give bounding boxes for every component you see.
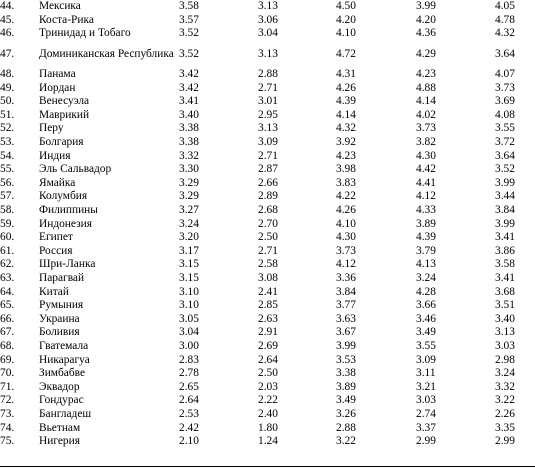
score-cell-3: 3.83 [336, 176, 356, 189]
score-cell-3: 3.26 [336, 407, 356, 420]
rank-cell: 51. [0, 108, 15, 121]
score-cell-3: 3.53 [336, 353, 356, 366]
table-row [0, 41, 535, 68]
score-cell-5: 3.55 [495, 122, 515, 135]
table-row [0, 380, 535, 394]
score-cell-1: 3.15 [179, 258, 199, 271]
score-cell-2: 2.68 [258, 204, 278, 217]
score-cell-4: 3.99 [416, 0, 436, 13]
score-cell-1: 3.52 [179, 47, 199, 60]
score-cell-5: 3.51 [495, 299, 515, 312]
country-cell: Бангладеш [39, 407, 92, 420]
rank-cell: 74. [0, 421, 15, 434]
score-cell-2: 3.04 [258, 27, 278, 40]
score-cell-2: 3.13 [258, 0, 278, 13]
score-cell-5: 3.52 [495, 163, 515, 176]
score-cell-2: 2.85 [258, 299, 278, 312]
table-row [0, 109, 535, 123]
score-cell-2: 2.71 [258, 149, 278, 162]
table-row [0, 340, 535, 354]
score-cell-5: 3.99 [495, 176, 515, 189]
score-cell-3: 3.36 [336, 271, 356, 284]
score-cell-3: 4.39 [336, 95, 356, 108]
rank-cell: 71. [0, 380, 15, 393]
rank-cell: 44. [0, 0, 15, 13]
country-cell: Египет [39, 231, 73, 244]
rank-cell: 64. [0, 285, 15, 298]
score-cell-4: 3.09 [416, 353, 436, 366]
table-row [0, 27, 535, 41]
country-cell: Колумбия [39, 190, 88, 203]
country-cell: Эль Сальвадор [39, 163, 112, 176]
score-cell-5: 3.22 [495, 394, 515, 407]
table-row [0, 312, 535, 326]
score-cell-4: 4.02 [416, 108, 436, 121]
score-cell-1: 3.38 [179, 136, 199, 149]
score-cell-2: 2.50 [258, 367, 278, 380]
rank-cell: 63. [0, 271, 15, 284]
score-cell-3: 3.84 [336, 285, 356, 298]
rank-cell: 56. [0, 176, 15, 189]
score-cell-1: 3.58 [179, 0, 199, 13]
score-cell-2: 2.69 [258, 339, 278, 352]
country-cell: Индия [39, 149, 71, 162]
score-cell-1: 3.24 [179, 217, 199, 230]
country-cell: Индонезия [39, 217, 92, 230]
score-cell-4: 4.33 [416, 204, 436, 217]
score-cell-1: 3.00 [179, 339, 199, 352]
score-cell-1: 2.10 [179, 435, 199, 448]
score-cell-4: 3.79 [416, 244, 436, 257]
country-cell: Россия [39, 244, 73, 257]
score-cell-4: 3.66 [416, 299, 436, 312]
score-cell-2: 2.89 [258, 190, 278, 203]
score-cell-1: 3.40 [179, 108, 199, 121]
score-cell-1: 2.64 [179, 394, 199, 407]
rank-cell: 65. [0, 299, 15, 312]
score-cell-2: 3.01 [258, 95, 278, 108]
score-cell-1: 2.42 [179, 421, 199, 434]
score-cell-4: 4.12 [416, 190, 436, 203]
table-bottom-rule [0, 466, 535, 467]
country-cell: Маврикий [39, 108, 90, 121]
rank-cell: 45. [0, 13, 15, 26]
table-row [0, 272, 535, 286]
score-cell-4: 3.49 [416, 326, 436, 339]
table-row [0, 14, 535, 28]
rank-cell: 47. [0, 47, 15, 60]
country-cell: Гватемала [39, 339, 89, 352]
rank-cell: 62. [0, 258, 15, 271]
score-cell-1: 3.04 [179, 326, 199, 339]
score-cell-3: 3.98 [336, 163, 356, 176]
score-cell-3: 4.20 [336, 13, 356, 26]
score-cell-1: 3.42 [179, 68, 199, 81]
score-cell-1: 3.17 [179, 244, 199, 257]
score-cell-4: 4.30 [416, 149, 436, 162]
score-cell-5: 3.41 [495, 271, 515, 284]
score-cell-3: 4.14 [336, 108, 356, 121]
rank-cell: 53. [0, 136, 15, 149]
table-row [0, 122, 535, 136]
rank-cell: 67. [0, 326, 15, 339]
rank-cell: 68. [0, 339, 15, 352]
table-row [0, 326, 535, 340]
score-cell-5: 3.03 [495, 339, 515, 352]
score-cell-4: 4.41 [416, 176, 436, 189]
score-cell-4: 4.88 [416, 81, 436, 94]
rank-cell: 60. [0, 231, 15, 244]
rank-cell: 58. [0, 204, 15, 217]
score-cell-5: 3.13 [495, 326, 515, 339]
score-cell-1: 2.83 [179, 353, 199, 366]
table-row [0, 149, 535, 163]
score-cell-1: 3.41 [179, 95, 199, 108]
score-cell-4: 4.20 [416, 13, 436, 26]
score-cell-1: 3.42 [179, 81, 199, 94]
country-cell: Болгария [39, 136, 84, 149]
score-cell-2: 1.80 [258, 421, 278, 434]
table-row [0, 421, 535, 435]
score-cell-4: 4.23 [416, 68, 436, 81]
country-cell: Никарагуа [39, 353, 90, 366]
table-row [0, 217, 535, 231]
score-cell-5: 2.98 [495, 353, 515, 366]
score-cell-3: 4.26 [336, 81, 356, 94]
score-cell-3: 3.49 [336, 394, 356, 407]
score-cell-4: 3.11 [416, 367, 436, 380]
score-cell-5: 3.72 [495, 136, 515, 149]
table-row [0, 367, 535, 381]
country-cell: Зимбабве [39, 367, 86, 380]
score-cell-4: 4.28 [416, 285, 436, 298]
country-cell: Нигерия [39, 435, 80, 448]
score-cell-5: 3.86 [495, 244, 515, 257]
score-cell-1: 3.57 [179, 13, 199, 26]
score-cell-1: 3.20 [179, 231, 199, 244]
score-cell-2: 3.09 [258, 136, 278, 149]
score-cell-1: 3.27 [179, 204, 199, 217]
score-cell-3: 4.26 [336, 204, 356, 217]
table-row [0, 299, 535, 313]
country-cell: Эквадор [39, 380, 80, 393]
country-cell: Тринидад и Тобаго [39, 27, 131, 40]
score-cell-2: 2.88 [258, 68, 278, 81]
country-cell: Украина [39, 312, 80, 325]
score-cell-5: 2.99 [495, 435, 515, 448]
score-cell-2: 3.13 [258, 122, 278, 135]
score-cell-4: 3.46 [416, 312, 436, 325]
score-cell-2: 2.70 [258, 217, 278, 230]
score-cell-4: 4.13 [416, 258, 436, 271]
rank-cell: 66. [0, 312, 15, 325]
table-row [0, 408, 535, 422]
table-row [0, 204, 535, 218]
score-cell-1: 3.05 [179, 312, 199, 325]
score-cell-5: 3.68 [495, 285, 515, 298]
score-cell-5: 2.26 [495, 407, 515, 420]
table-row [0, 81, 535, 95]
country-cell: Филиппины [39, 204, 98, 217]
country-cell: Иордан [39, 81, 76, 94]
score-cell-1: 3.10 [179, 285, 199, 298]
score-cell-3: 3.73 [336, 244, 356, 257]
score-cell-5: 4.78 [495, 13, 515, 26]
country-cell: Доминиканская Республика [39, 47, 174, 60]
rank-cell: 48. [0, 68, 15, 81]
rank-cell: 70. [0, 367, 15, 380]
score-cell-3: 3.22 [336, 435, 356, 448]
score-cell-1: 3.10 [179, 299, 199, 312]
score-cell-2: 2.64 [258, 353, 278, 366]
score-cell-2: 3.13 [258, 47, 278, 60]
country-cell: Вьетнам [39, 421, 81, 434]
score-cell-2: 3.06 [258, 13, 278, 26]
table-row [0, 190, 535, 204]
table-row [0, 285, 535, 299]
score-cell-3: 2.88 [336, 421, 356, 434]
country-cell: Шри-Ланка [39, 258, 96, 271]
score-cell-4: 3.24 [416, 271, 436, 284]
country-cell: Панама [39, 68, 76, 81]
score-cell-4: 2.99 [416, 435, 436, 448]
score-cell-2: 2.87 [258, 163, 278, 176]
score-cell-1: 2.78 [179, 367, 199, 380]
score-cell-5: 3.99 [495, 217, 515, 230]
score-cell-4: 4.14 [416, 95, 436, 108]
table-row [0, 245, 535, 259]
score-cell-1: 3.15 [179, 271, 199, 284]
table-row [0, 435, 535, 449]
rank-cell: 46. [0, 27, 15, 40]
rank-cell: 49. [0, 81, 15, 94]
rank-cell: 52. [0, 122, 15, 135]
score-cell-4: 3.89 [416, 217, 436, 230]
score-cell-5: 3.73 [495, 81, 515, 94]
country-cell: Мексика [39, 0, 81, 13]
score-cell-1: 2.53 [179, 407, 199, 420]
score-cell-4: 3.03 [416, 394, 436, 407]
score-cell-2: 2.66 [258, 176, 278, 189]
rank-cell: 59. [0, 217, 15, 230]
score-cell-5: 3.58 [495, 258, 515, 271]
score-cell-4: 3.21 [416, 380, 436, 393]
score-cell-2: 2.71 [258, 244, 278, 257]
rank-cell: 73. [0, 407, 15, 420]
score-cell-3: 3.89 [336, 380, 356, 393]
score-cell-5: 4.32 [495, 27, 515, 40]
score-cell-3: 4.12 [336, 258, 356, 271]
score-cell-5: 3.44 [495, 190, 515, 203]
score-cell-5: 3.41 [495, 231, 515, 244]
table-row [0, 136, 535, 150]
score-cell-4: 4.42 [416, 163, 436, 176]
score-cell-5: 3.24 [495, 367, 515, 380]
score-cell-5: 3.64 [495, 149, 515, 162]
score-cell-5: 4.05 [495, 0, 515, 13]
table-row [0, 258, 535, 272]
score-cell-5: 3.40 [495, 312, 515, 325]
score-cell-2: 2.95 [258, 108, 278, 121]
rank-cell: 57. [0, 190, 15, 203]
score-cell-2: 2.58 [258, 258, 278, 271]
country-cell: Парагвай [39, 271, 85, 284]
table-row [0, 95, 535, 109]
score-cell-5: 3.69 [495, 95, 515, 108]
rank-cell: 75. [0, 435, 15, 448]
score-cell-3: 4.32 [336, 122, 356, 135]
score-cell-4: 4.36 [416, 27, 436, 40]
score-cell-1: 3.32 [179, 149, 199, 162]
table-row [0, 68, 535, 82]
score-cell-3: 4.72 [336, 47, 356, 60]
country-cell: Венесуэла [39, 95, 90, 108]
table-row [0, 177, 535, 191]
score-cell-4: 3.37 [416, 421, 436, 434]
score-cell-3: 4.23 [336, 149, 356, 162]
country-cell: Перу [39, 122, 64, 135]
rank-cell: 55. [0, 163, 15, 176]
rank-cell: 50. [0, 95, 15, 108]
score-cell-4: 3.73 [416, 122, 436, 135]
score-cell-3: 3.99 [336, 339, 356, 352]
score-cell-3: 3.67 [336, 326, 356, 339]
country-cell: Боливия [39, 326, 80, 339]
score-cell-3: 3.77 [336, 299, 356, 312]
score-cell-5: 4.07 [495, 68, 515, 81]
score-cell-1: 2.65 [179, 380, 199, 393]
score-cell-2: 2.50 [258, 231, 278, 244]
score-cell-2: 1.24 [258, 435, 278, 448]
score-cell-1: 3.38 [179, 122, 199, 135]
score-cell-2: 2.91 [258, 326, 278, 339]
score-cell-2: 2.03 [258, 380, 278, 393]
score-cell-3: 4.22 [336, 190, 356, 203]
rank-cell: 54. [0, 149, 15, 162]
score-cell-5: 3.32 [495, 380, 515, 393]
country-cell: Румыния [39, 299, 84, 312]
score-cell-3: 3.92 [336, 136, 356, 149]
score-cell-5: 3.84 [495, 204, 515, 217]
score-cell-3: 3.38 [336, 367, 356, 380]
score-cell-2: 2.41 [258, 285, 278, 298]
country-cell: Гондурас [39, 394, 84, 407]
score-cell-1: 3.52 [179, 27, 199, 40]
score-cell-5: 3.64 [495, 47, 515, 60]
score-cell-4: 3.55 [416, 339, 436, 352]
score-cell-1: 3.29 [179, 176, 199, 189]
rank-cell: 61. [0, 244, 15, 257]
country-cell: Китай [39, 285, 69, 298]
country-cell: Ямайка [39, 176, 76, 189]
table-row [0, 0, 535, 14]
table-row [0, 231, 535, 245]
score-cell-3: 4.31 [336, 68, 356, 81]
score-cell-3: 4.10 [336, 27, 356, 40]
score-cell-3: 4.50 [336, 0, 356, 13]
score-cell-2: 2.63 [258, 312, 278, 325]
score-cell-2: 3.08 [258, 271, 278, 284]
score-cell-4: 2.74 [416, 407, 436, 420]
score-cell-4: 4.39 [416, 231, 436, 244]
score-cell-1: 3.29 [179, 190, 199, 203]
table-row [0, 163, 535, 177]
table-row [0, 353, 535, 367]
score-cell-1: 3.30 [179, 163, 199, 176]
score-cell-3: 3.63 [336, 312, 356, 325]
score-cell-2: 2.22 [258, 394, 278, 407]
rank-cell: 69. [0, 353, 15, 366]
score-cell-2: 2.40 [258, 407, 278, 420]
country-cell: Коста-Рика [39, 13, 94, 26]
score-cell-5: 3.35 [495, 421, 515, 434]
score-cell-2: 2.71 [258, 81, 278, 94]
rank-cell: 72. [0, 394, 15, 407]
score-cell-3: 4.10 [336, 217, 356, 230]
score-cell-4: 4.29 [416, 47, 436, 60]
table-row [0, 394, 535, 408]
score-cell-4: 3.82 [416, 136, 436, 149]
score-cell-3: 4.30 [336, 231, 356, 244]
score-cell-5: 4.08 [495, 108, 515, 121]
